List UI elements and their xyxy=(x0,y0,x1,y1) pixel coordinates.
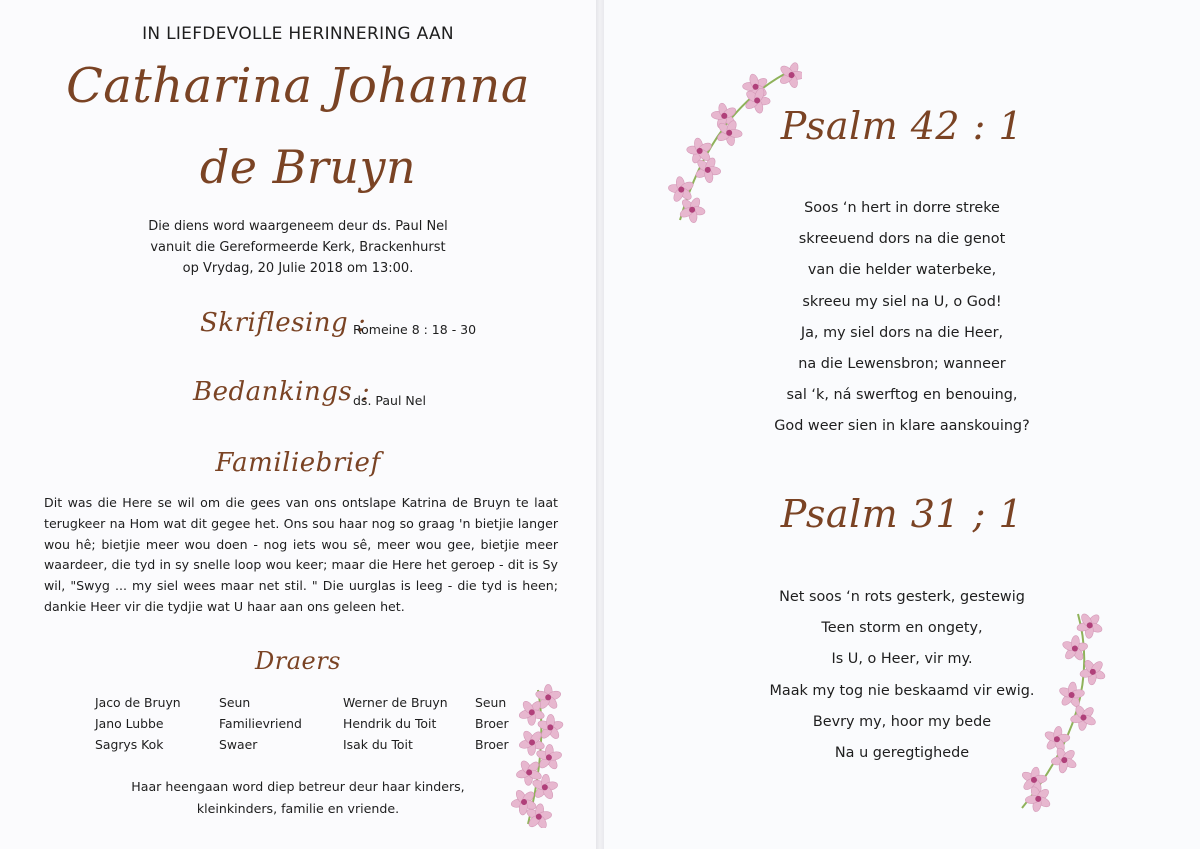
bearer-relation: Familievriend xyxy=(219,716,302,731)
bedankings-value: ds. Paul Nel xyxy=(353,393,426,408)
bearer-relation: Seun xyxy=(219,695,251,710)
deceased-surname: de Bruyn xyxy=(199,140,417,194)
verse-line: Na u geregtighede xyxy=(834,744,970,761)
verse-line: sal ‘k, ná swerftog en benouing, xyxy=(786,387,1018,404)
right-page xyxy=(604,0,1200,849)
bearer-name: Werner de Bruyn xyxy=(343,695,448,710)
verse-line: Teen storm en ongety, xyxy=(821,620,983,637)
familiebrief-title: Familiebrief xyxy=(215,448,381,478)
service-details xyxy=(0,216,596,279)
table-row xyxy=(95,713,535,734)
psalm-42-title: Psalm 42 : 1 xyxy=(780,104,1024,148)
verse-line: God weer sien in klare aanskouing? xyxy=(774,418,1030,435)
bearer-name: Jano Lubbe xyxy=(95,716,164,731)
bearer-relation: Broer xyxy=(475,737,509,752)
memorial-heading: IN LIEFDEVOLLE HERINNERING AAN xyxy=(142,24,454,44)
skriflesing-value: Romeine 8 : 18 - 30 xyxy=(353,322,477,337)
page-fold xyxy=(596,0,604,849)
bearer-relation: Seun xyxy=(475,695,507,710)
closing-line: Haar heengaan word diep betreur deur haar kinders, xyxy=(131,779,465,794)
service-line: op Vrydag, 20 Julie 2018 om 13:00. xyxy=(182,261,414,276)
table-row xyxy=(95,692,535,713)
verse-line: Maak my tog nie beskaamd vir ewig. xyxy=(769,682,1035,699)
verse-line: Is U, o Heer, vir my. xyxy=(831,651,973,668)
service-line: Die diens word waargeneem deur ds. Paul Nel xyxy=(148,219,448,234)
familiebrief-body: Dit was die Here se wil om die gees van ons ontslape Katrina de Bruyn te laat terugkeer na Hom wat dit gegee het. Ons sou haar nog so graag 'n bietjie langer wou hê; bietjie meer wou doen - nog iets wou sê, meer wou gee, bietjie meer waardeer, die tyd in sy snelle loop wou keer; maar die Here het geroep - dit is Sy wil, "Swyg ... my siel wees maar net stil. " Die uurglas is leeg - die tyd is heen; dankie Heer vir die tydjie wat U haar aan ons geleen het. xyxy=(44,495,558,614)
bedankings-label: Bedankings : xyxy=(193,377,371,407)
verse-line: Net soos ‘n rots gesterk, gestewig xyxy=(779,589,1025,605)
verse-line: Soos ‘n hert in dorre streke xyxy=(804,200,1000,216)
draers-title: Draers xyxy=(254,647,341,675)
left-page xyxy=(0,0,596,849)
skriflesing-label: Skriflesing : xyxy=(200,308,367,338)
verse-line: Ja, my siel dors na die Heer, xyxy=(800,324,1004,341)
bearer-relation: Broer xyxy=(475,716,509,731)
bearer-relation: Swaer xyxy=(219,737,258,752)
verse-line: Bevry my, hoor my bede xyxy=(812,713,992,730)
verse-line: na die Lewensbron; wanneer xyxy=(798,355,1006,372)
closing-line: kleinkinders, familie en vriende. xyxy=(196,801,400,816)
psalm-31-title: Psalm 31 ; 1 xyxy=(780,492,1024,536)
draers-table xyxy=(95,692,535,755)
bearer-name: Jaco de Bruyn xyxy=(95,695,181,710)
verse-line: skreeuend dors na die genot xyxy=(798,231,1006,248)
table-row xyxy=(95,734,535,755)
orchid-spray-icon xyxy=(1008,608,1132,814)
bearer-name: Hendrik du Toit xyxy=(343,716,437,731)
verse-line: van die helder waterbeke, xyxy=(807,262,997,279)
bearer-name: Isak du Toit xyxy=(343,737,413,752)
verse-line: skreeu my siel na U, o God! xyxy=(802,293,1002,310)
orchid-spray-icon xyxy=(498,684,584,828)
bearer-name: Sagrys Kok xyxy=(95,737,164,752)
service-line: vanuit die Gereformeerde Kerk, Brackenhurst xyxy=(150,240,446,255)
deceased-first-names: Catharina Johanna xyxy=(66,58,530,114)
psalm-42-verse xyxy=(604,193,1200,443)
